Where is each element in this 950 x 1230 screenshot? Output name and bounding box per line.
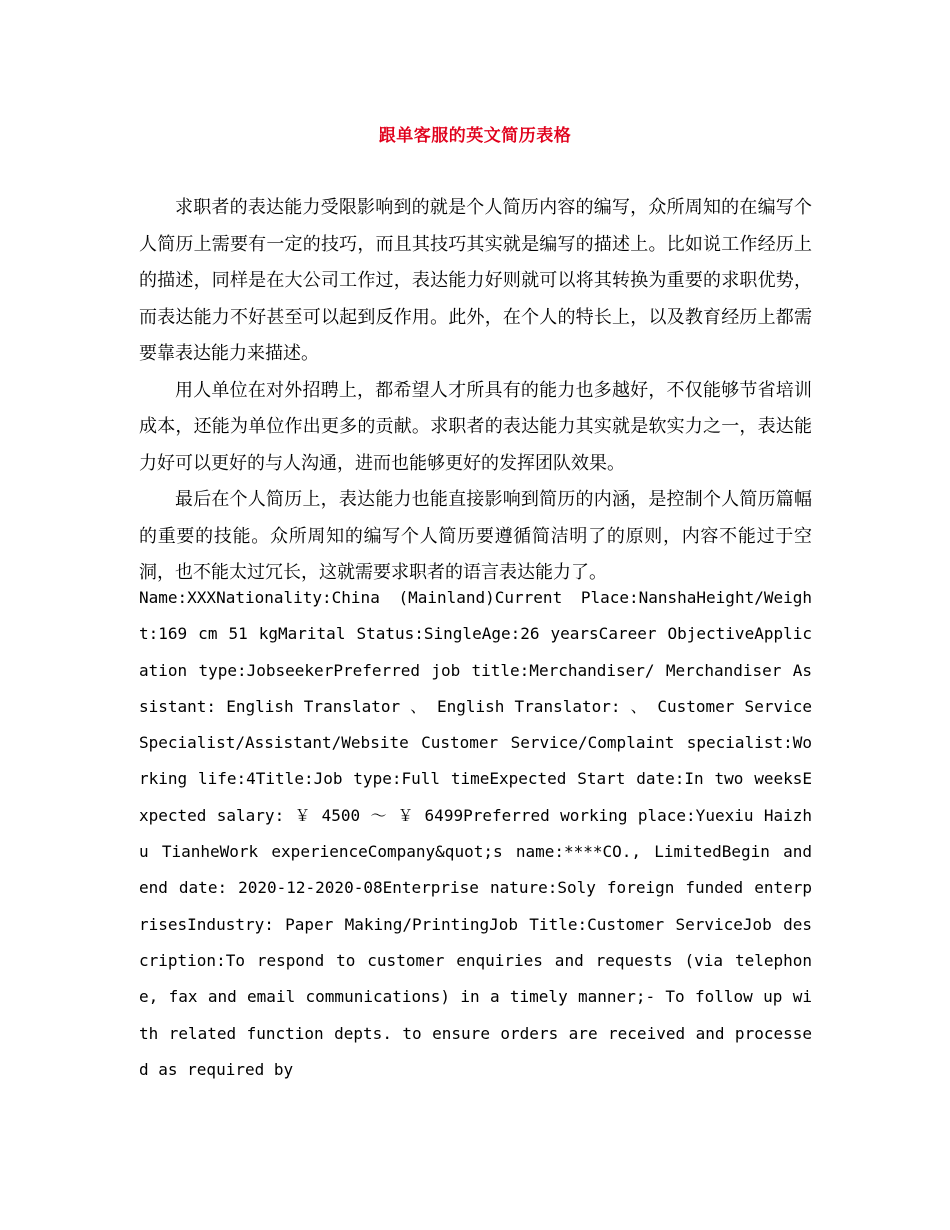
resume-text: Name:XXXNationality:China (Mainland)Current Place:NanshaHeight/Weight:169 cm 51 kgMarital Status:SingleAge:26 yearsCareer ObjectiveApplication type:JobseekerPreferred job title:Merchandiser/ Merchandiser Assistant: English Translator 、 English Translator: 、 Customer Service Specialist/Assistant/Website Customer Service/Complaint specialist:Working life:4Title:Job type:Full timeExpected Start date:In two weeksExpected salary: ￥ 4500 ～ ￥ 6499Preferred working place:Yuexiu Haizhu TianheWork experienceCompany&quot;s name:****CO., LimitedBegin and end date: 2020-12-2020-08Enterprise nature:Soly foreign funded enterprisesIndustry: Paper Making/PrintingJob Title:Customer ServiceJob description:To respond to customer enquiries and requests (via telephone, fax and email communications) in a timely manner;- To follow up with related function depts. to ensure orders are received and processed as required by (139, 588, 812, 1079)
document-title: 跟单客服的英文简历表格 (378, 126, 572, 146)
resume-text-block (139, 580, 812, 1088)
paragraph: 最后在个人简历上，表达能力也能直接影响到简历的内涵，是控制个人简历篇幅的重要的技能。众所周知的编写个人简历要遵循简洁明了的原则，内容不能过于空洞，也不能太过冗长，这就需要求职者的语言表达能力了。 (139, 489, 812, 583)
paragraph: 用人单位在对外招聘上，都希望人才所具有的能力也多越好，不仅能够节省培训成本，还能为单位作出更多的贡献。求职者的表达能力其实就是软实力之一，表达能力好可以更好的与人沟通，进而也能够更好的发挥团队效果。 (139, 379, 812, 474)
paragraph: 求职者的表达能力受限影响到的就是个人简历内容的编写，众所周知的在编写个人简历上需要有一定的技巧，而且其技巧其实就是编写的描述上。比如说工作经历上的描述，同样是在大公司工作过，表达能力好则就可以将其转换为重要的求职优势，而表达能力不好甚至可以起到反作用。此外，在个人的特长上，以及教育经历上都需要靠表达能力来描述。 (139, 197, 812, 364)
intro-text (139, 190, 812, 592)
